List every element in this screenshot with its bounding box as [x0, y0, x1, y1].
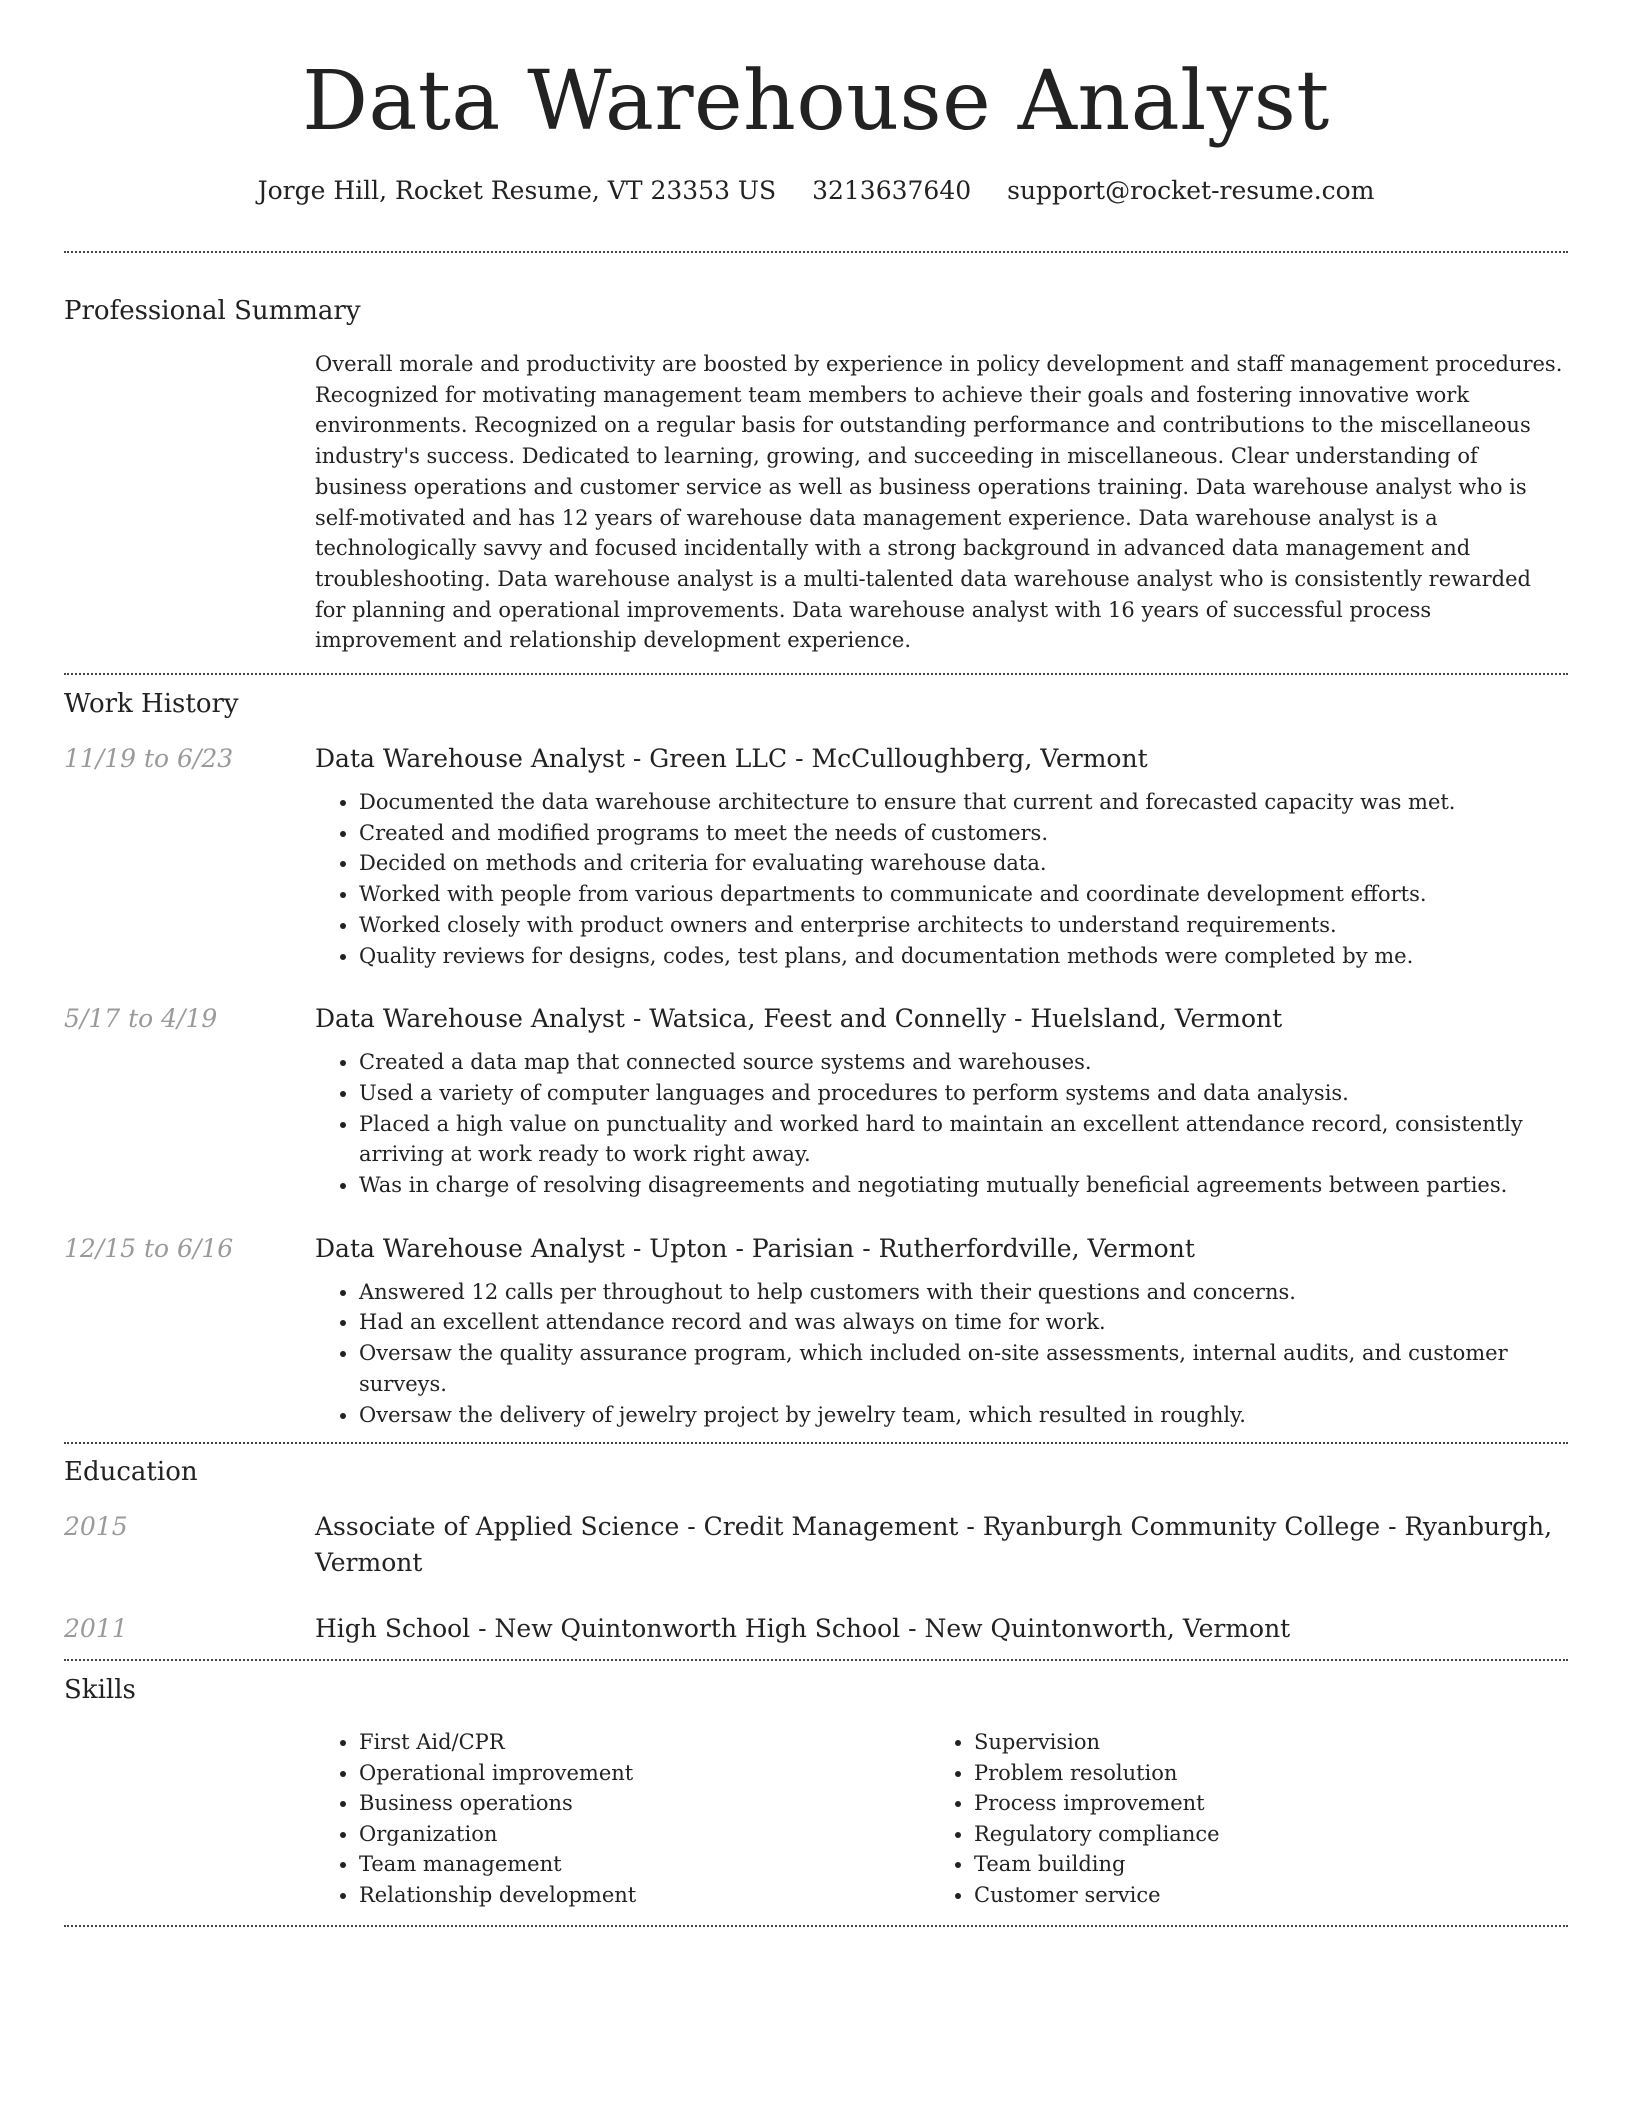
education-location: Ryanburgh, Vermont	[315, 1512, 1553, 1578]
contact-line	[64, 174, 1568, 208]
job-role: Data Warehouse Analyst	[315, 1004, 625, 1034]
job-bullet: • Quality reviews for designs, codes, test plans, and documentation methods were completed by me.	[359, 941, 1568, 972]
job-entry	[64, 1001, 1568, 1201]
summary-text: Overall morale and productivity are boosted by experience in policy development and staff management procedures. Recognized for motivating management team members to achieve their goals and fostering innovative work environments. Recognized on a regular basis for outstanding performance and contributions to the miscellaneous industry's success. Dedicated to learning, growing, and succeeding in miscellaneous. Clear understanding of business operations and customer service as well as business operations training. Data warehouse analyst who is self-motivated and has 12 years of warehouse data management experience. Data warehouse analyst is a technologically savvy and focused incidentally with a strong background in advanced data management and troubleshooting. Data warehouse analyst is a multi-talented data warehouse analyst who is consistently rewarded for planning and operational improvements. Data warehouse analyst with 16 years of successful process improvement and relationship development experience.	[315, 352, 1563, 653]
section-title-education: Education	[64, 1457, 198, 1488]
job-bullets	[315, 787, 1568, 971]
skill-item: • Team building	[974, 1849, 1545, 1880]
education-year: 2011	[64, 1614, 128, 1644]
job-bullet: • Created a data map that connected source systems and warehouses.	[359, 1047, 1568, 1078]
education-entry	[64, 1611, 1568, 1647]
job-entry	[64, 741, 1568, 971]
contact-address: Jorge Hill, Rocket Resume, VT 23353 US	[257, 176, 777, 205]
job-dates: 5/17 to 4/19	[64, 1004, 218, 1034]
job-bullet: • Oversaw the quality assurance program, which included on-site assessments, internal audits, and customer surveys.	[359, 1338, 1568, 1399]
job-location: Rutherfordville, Vermont	[878, 1233, 1195, 1263]
separator: -	[624, 1004, 650, 1034]
section-title-summary: Professional Summary	[64, 296, 361, 326]
skill-item: • Customer service	[974, 1880, 1545, 1911]
separator: -	[958, 1512, 983, 1542]
separator: -	[1006, 1004, 1031, 1034]
education-details	[315, 1611, 1568, 1647]
separator: -	[900, 1614, 925, 1644]
separator: -	[470, 1614, 495, 1644]
separator: -	[624, 1233, 650, 1263]
skill-item: • Team management	[359, 1849, 930, 1880]
divider	[64, 251, 1568, 253]
section-title-skills: Skills	[64, 1675, 136, 1706]
job-bullet: • Documented the data warehouse architecture to ensure that current and forecasted capacity was met.	[359, 787, 1568, 818]
skill-item: • Organization	[359, 1819, 930, 1850]
job-bullet: • Placed a high value on punctuality and worked hard to maintain an excellent attendance record, consistently arriving at work ready to work right away.	[359, 1109, 1568, 1170]
job-role: Data Warehouse Analyst	[315, 1233, 625, 1263]
separator: -	[854, 1233, 879, 1263]
job-bullet: • Worked with people from various departments to communicate and coordinate development efforts.	[359, 879, 1568, 910]
skills-column-right	[930, 1727, 1545, 1910]
skills-column-left	[315, 1727, 930, 1910]
job-bullet: • Answered 12 calls per throughout to help customers with their questions and concerns.	[359, 1277, 1568, 1308]
contact-email: support@rocket-resume.com	[1007, 176, 1375, 205]
job-bullet: • Oversaw the delivery of jewelry project by jewelry team, which resulted in roughly.	[359, 1400, 1568, 1431]
job-dates: 12/15 to 6/16	[64, 1233, 234, 1263]
skill-item: • Problem resolution	[974, 1758, 1545, 1789]
job-role: Data Warehouse Analyst	[315, 744, 625, 774]
job-bullet: • Decided on methods and criteria for evaluating warehouse data.	[359, 848, 1568, 879]
education-school: Ryanburgh Community College	[982, 1512, 1381, 1542]
skills-list	[315, 1727, 1568, 1910]
resume-title: Data Warehouse Analyst	[302, 54, 1330, 149]
job-details	[315, 741, 1568, 971]
contact-phone: 3213637640	[812, 176, 972, 205]
job-company: Green LLC	[649, 744, 788, 774]
skill-item: • Process improvement	[974, 1788, 1545, 1819]
education-entry	[64, 1509, 1568, 1581]
job-details	[315, 1001, 1568, 1201]
education-year: 2015	[64, 1512, 128, 1542]
job-location: Huelsland, Vermont	[1030, 1004, 1283, 1034]
education-school: New Quintonworth High School	[494, 1614, 901, 1644]
job-company: Upton - Parisian	[649, 1233, 855, 1263]
job-details	[315, 1231, 1568, 1431]
skill-item: • Relationship development	[359, 1880, 930, 1911]
education-degree: Associate of Applied Science - Credit Management	[315, 1512, 959, 1542]
divider	[64, 673, 1568, 675]
section-title-work-history: Work History	[64, 689, 239, 720]
job-location: McCulloughberg, Vermont	[811, 744, 1148, 774]
job-bullets	[315, 1047, 1568, 1201]
divider	[64, 1442, 1568, 1444]
skill-item: • Operational improvement	[359, 1758, 930, 1789]
separator: -	[624, 744, 650, 774]
skill-item: • First Aid/CPR	[359, 1727, 930, 1758]
education-degree: High School	[315, 1614, 471, 1644]
job-entry	[64, 1231, 1568, 1431]
divider	[64, 1925, 1568, 1927]
job-bullets	[315, 1277, 1568, 1431]
job-heading	[315, 1001, 1568, 1037]
skill-item: • Business operations	[359, 1788, 930, 1819]
job-bullet: • Used a variety of computer languages and procedures to perform systems and data analysis.	[359, 1078, 1568, 1109]
separator: -	[1380, 1512, 1405, 1542]
resume-header	[64, 0, 1568, 208]
separator: -	[787, 744, 812, 774]
education-details	[315, 1509, 1568, 1581]
job-heading	[315, 741, 1568, 777]
skill-item: • Regulatory compliance	[974, 1819, 1545, 1850]
job-dates: 11/19 to 6/23	[64, 744, 234, 774]
skill-item: • Supervision	[974, 1727, 1545, 1758]
education-location: New Quintonworth, Vermont	[924, 1614, 1291, 1644]
job-bullet: • Had an excellent attendance record and was always on time for work.	[359, 1307, 1568, 1338]
divider	[64, 1659, 1568, 1661]
job-bullet: • Worked closely with product owners and enterprise architects to understand requirements.	[359, 910, 1568, 941]
job-bullet: • Created and modified programs to meet the needs of customers.	[359, 818, 1568, 849]
job-heading	[315, 1231, 1568, 1267]
job-bullet: • Was in charge of resolving disagreements and negotiating mutually beneficial agreements between parties.	[359, 1170, 1568, 1201]
job-company: Watsica, Feest and Connelly	[649, 1004, 1006, 1034]
